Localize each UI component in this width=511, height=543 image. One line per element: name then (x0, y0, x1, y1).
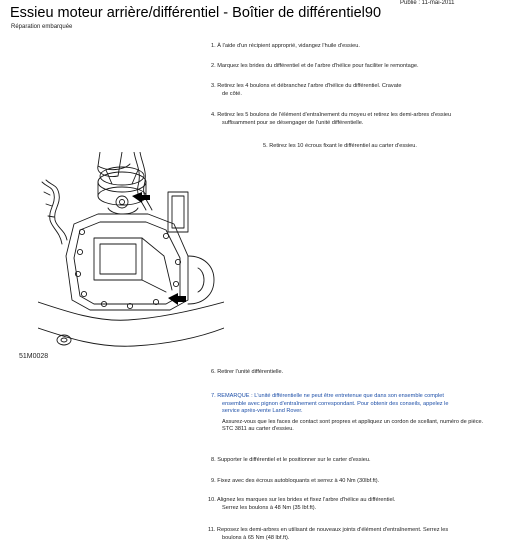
step-7 (211, 393, 483, 434)
step-11-line-1: 11. Reposez les demi-arbres en utilisant de nouveaux joints d'élément d'entraînement. Serrez les (208, 527, 449, 533)
step-7-note-line-1: 7. REMARQUE : L'unité différentielle ne peut être entretenue que dans son ensemble complet (211, 393, 444, 399)
step-6: 6. Retirer l'unité différentielle. (211, 369, 284, 375)
published-date: Publié : 11-mai-2011 (400, 0, 455, 6)
step-1: 1. À l'aide d'un récipient approprié, vidangez l'huile d'essieu. (211, 43, 360, 49)
step-9: 9. Fixez avec des écrous autobloquants et serrez à 40 Nm (30lbf.ft). (211, 478, 380, 484)
page-subtitle: Réparation embarquée (11, 24, 73, 30)
step-10-line-2: Serrez les boulons à 48 Nm (35 lbf.ft). (222, 504, 317, 511)
step-3 (211, 83, 401, 98)
step-4-line-1: 4. Retirez les 5 boulons de l'élément d'entraînement du moyeu et retirez les demi-arbres d'essieu (211, 112, 452, 118)
differential-illustration (38, 152, 224, 350)
step-10-line-1: 10. Alignez les marques sur les brides et fixez l'arbre d'hélice au différentiel. (208, 497, 396, 503)
step-4-line-2: suffisamment pour se désengager de l'unité différentielle. (222, 119, 364, 126)
step-7-extra-line-2: STC 3811 au carter d'essieu. (222, 426, 294, 432)
differential-drawing (38, 152, 224, 350)
step-3-line-2: de côté. (222, 90, 242, 97)
step-11-line-2: boulons à 65 Nm (48 lbf.ft). (222, 534, 290, 541)
step-11 (208, 527, 448, 542)
step-7-note-line-2: ensemble avec pignon d'entraînement correspondant. Pour obtenir des conseils, appelez le (222, 400, 449, 407)
step-10 (208, 497, 395, 512)
step-7-note-line-3: service après-vente Land Rover. (222, 408, 303, 414)
step-8: 8. Supporter le différentiel et le positionner sur le carter d'essieu. (211, 457, 371, 463)
page-title: Essieu moteur arrière/différentiel - Boîtier de différentiel90 (10, 5, 382, 21)
step-4 (211, 112, 451, 127)
figure-label: 51M0028 (19, 353, 49, 360)
step-2: 2. Marquez les brides du différentiel et de l'arbre d'hélice pour faciliter le remontage. (211, 63, 419, 69)
step-7-extra-line-1: Assurez-vous que les faces de contact sont propres et appliquez un cordon de scellant, numéro de pièce. (222, 418, 484, 425)
step-5: 5. Retirez les 10 écrous fixant le différentiel au carter d'essieu. (263, 143, 417, 149)
step-3-line-1: 3. Retirez les 4 boulons et débranchez l'arbre d'hélice du différentiel. Cravate (211, 83, 402, 89)
